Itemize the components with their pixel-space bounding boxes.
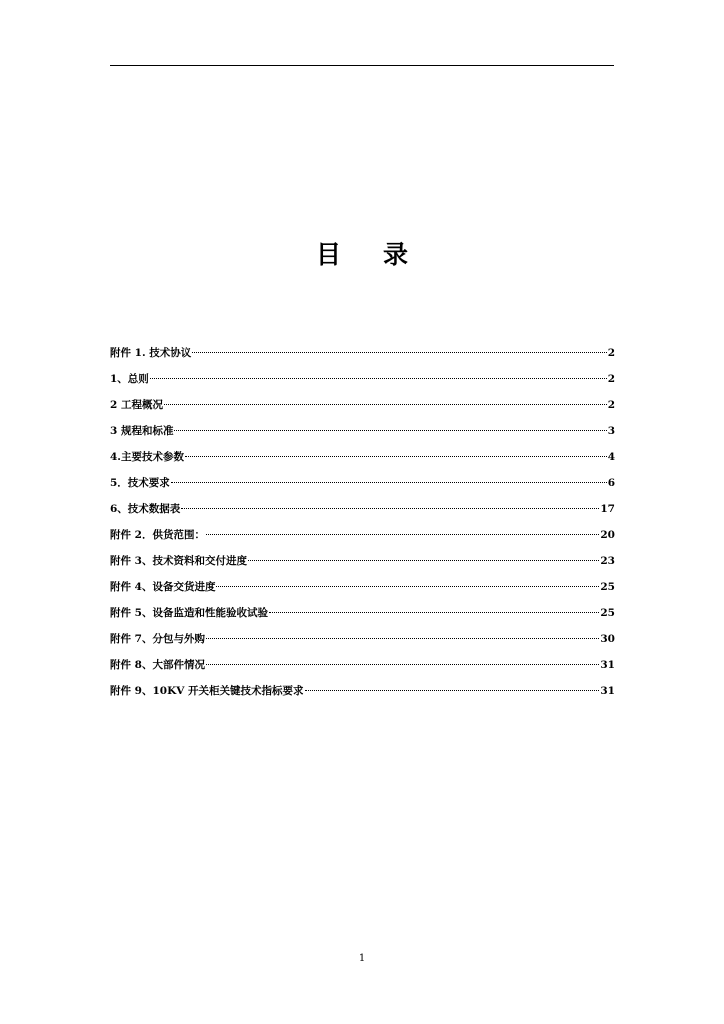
toc-entry[interactable] [110, 346, 615, 372]
toc-entry[interactable] [110, 554, 615, 580]
toc-entry[interactable] [110, 372, 615, 398]
toc-dot-leader [150, 378, 607, 379]
toc-entry[interactable] [110, 580, 615, 606]
toc-entry-label: 附件 3、技术资料和交付进度 [110, 555, 247, 567]
toc-dot-leader [216, 586, 599, 587]
toc-dot-leader [171, 482, 607, 483]
toc-entry-label: 附件 1. 技术协议 [110, 347, 192, 359]
toc-title: 目录 [315, 240, 450, 269]
toc-dot-leader [269, 612, 599, 613]
toc-entry-label: 3 规程和标准 [110, 425, 174, 437]
toc-entry-page: 17 [600, 503, 615, 515]
toc-entry-page: 30 [600, 633, 615, 645]
toc-entry-page: 2 [607, 373, 615, 385]
toc-entry-label: 附件 8、大部件情况 [110, 659, 205, 671]
toc-dot-leader [174, 430, 606, 431]
header-rule [110, 65, 614, 66]
toc-entry-label: 附件 7、分包与外购 [110, 633, 205, 645]
toc-entry[interactable] [110, 606, 615, 632]
toc-entry-page: 25 [600, 607, 615, 619]
toc-entry-label: 4.主要技术参数 [110, 451, 184, 463]
toc-entry-label: 附件 2．供货范围： [110, 529, 205, 541]
toc-dot-leader [248, 560, 599, 561]
toc-entry-page: 23 [600, 555, 615, 567]
toc-dot-leader [305, 690, 600, 691]
toc-entry-page: 3 [607, 425, 615, 437]
toc-entry[interactable] [110, 476, 615, 502]
toc-entry[interactable] [110, 684, 615, 710]
toc-entry-label: 6、技术数据表 [110, 503, 181, 515]
toc-entry-page: 4 [607, 451, 615, 463]
toc-entry-page: 25 [600, 581, 615, 593]
toc-dot-leader [192, 352, 606, 353]
toc-dot-leader [206, 534, 599, 535]
toc-entry-page: 31 [600, 685, 615, 697]
toc-entry[interactable] [110, 632, 615, 658]
toc-entry[interactable] [110, 528, 615, 554]
page-number: 1 [358, 953, 366, 964]
toc-dot-leader [185, 456, 607, 457]
toc-entry-page: 2 [607, 399, 615, 411]
toc-dot-leader [181, 508, 599, 509]
toc-dot-leader [206, 638, 599, 639]
toc-dot-leader [164, 404, 607, 405]
toc-entry-label: 附件 5、设备监造和性能验收试验 [110, 607, 268, 619]
toc-dot-leader [206, 664, 599, 665]
toc-entry[interactable] [110, 398, 615, 424]
toc-entry[interactable] [110, 424, 615, 450]
toc-entry-page: 2 [607, 347, 615, 359]
toc-entry[interactable] [110, 502, 615, 528]
toc-entry[interactable] [110, 450, 615, 476]
toc-entry-page: 31 [600, 659, 615, 671]
toc-entry-label: 2 工程概况 [110, 399, 163, 411]
toc-entry-label: 附件 4、设备交货进度 [110, 581, 216, 593]
table-of-contents [110, 346, 615, 710]
toc-entry-label: 附件 9、10KV 开关柜关键技术指标要求 [110, 685, 304, 697]
toc-entry-page: 6 [607, 477, 615, 489]
toc-entry[interactable] [110, 658, 615, 684]
toc-entry-label: 5．技术要求 [110, 477, 170, 489]
toc-entry-page: 20 [600, 529, 615, 541]
toc-entry-label: 1、总则 [110, 373, 149, 385]
